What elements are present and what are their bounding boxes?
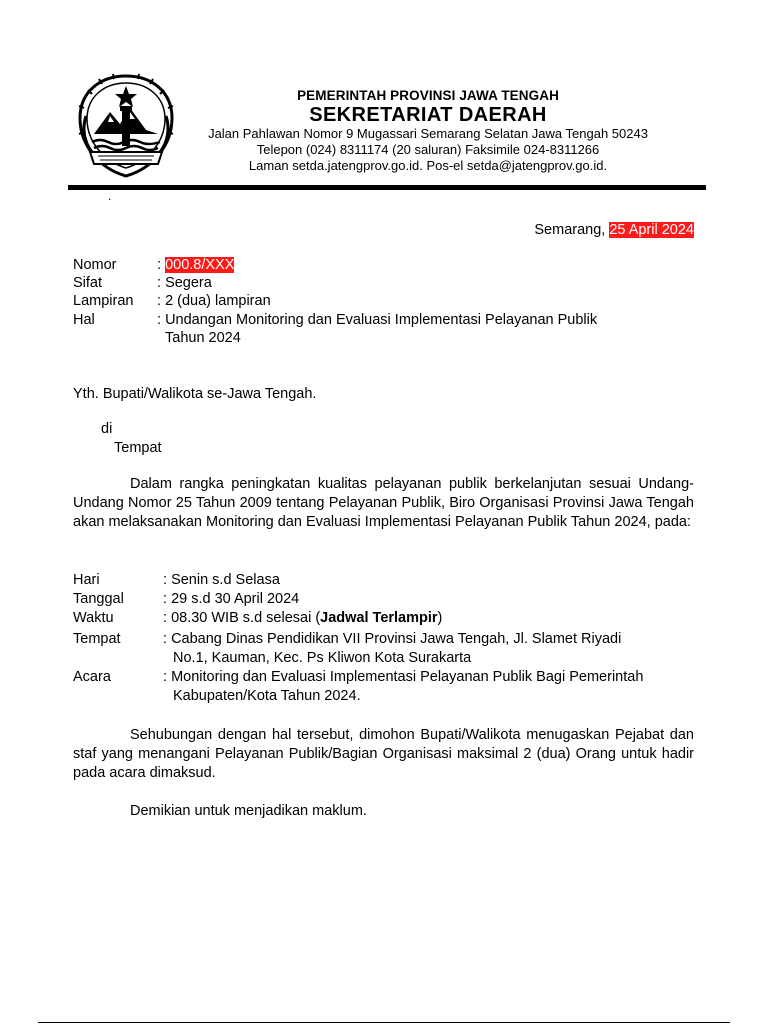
schedule-value-tempat: : Cabang Dinas Pendidikan VII Provinsi Jawa Tengah, Jl. Slamet Riyadi bbox=[163, 631, 622, 647]
meta-sifat-text: Segera bbox=[165, 275, 212, 291]
meta-value-hal: : Undangan Monitoring dan Evaluasi Implementasi Pelayanan Publik bbox=[157, 312, 598, 328]
schedule-waktu-tail: ) bbox=[437, 610, 443, 626]
schedule-hari-text: Senin s.d Selasa bbox=[171, 572, 280, 588]
schedule-value-waktu: : 08.30 WIB s.d selesai (Jadwal Terlampir) bbox=[163, 610, 443, 626]
place: Semarang, bbox=[534, 222, 610, 238]
schedule-value-acara: : Monitoring dan Evaluasi Implementasi Pelayanan Publik Bagi Pemerintah bbox=[163, 669, 644, 685]
letterhead-address: Jalan Pahlawan Nomor 9 Mugassari Semarang Selatan Jawa Tengah 50243 bbox=[208, 126, 648, 141]
schedule-waktu-text: 08.30 WIB s.d selesai ( bbox=[171, 610, 321, 626]
meta-label-sifat: Sifat bbox=[73, 275, 103, 291]
schedule-label-acara: Acara bbox=[73, 669, 111, 685]
letterhead-office: SEKRETARIAT DAERAH bbox=[309, 104, 547, 126]
letterhead-government: PEMERINTAH PROVINSI JAWA TENGAH bbox=[297, 88, 559, 103]
meta-value-sifat: : Segera bbox=[157, 275, 212, 291]
letterhead-divider bbox=[68, 185, 706, 190]
meta-label-nomor: Nomor bbox=[73, 257, 117, 273]
addressee: Yth. Bupati/Walikota se-Jawa Tengah. bbox=[73, 386, 317, 402]
schedule-label-tempat: Tempat bbox=[73, 631, 121, 647]
schedule-tanggal-text: 29 s.d 30 April 2024 bbox=[171, 591, 300, 607]
meta-hal-text: Undangan Monitoring dan Evaluasi Implementasi Pelayanan Publik bbox=[165, 312, 598, 328]
body-paragraph-1: Dalam rangka peningkatan kualitas pelayanan publik berkelanjutan sesuai Undang-Undang Nomor 25 Tahun 2009 tentang Pelayanan Publik, Biro Organisasi Provinsi Jawa Tengah akan melaksanakan Monitoring dan Evaluasi Implementasi Pelayanan Publik Tahun 2024, pada: bbox=[73, 476, 694, 530]
stray-dot: . bbox=[108, 189, 112, 203]
meta-label-hal: Hal bbox=[73, 312, 95, 328]
body-paragraph-3: Demikian untuk menjadikan maklum. bbox=[130, 803, 367, 819]
provincial-logo bbox=[74, 72, 178, 180]
body-paragraph-2: Sehubungan dengan hal tersebut, dimohon Bupati/Walikota menugaskan Pejabat dan staf yang menangani Pelayanan Publik/Bagian Organisasi maksimal 2 (dua) Orang untuk hadir pada acara dimaksud. bbox=[73, 727, 694, 781]
schedule-value-tempat-line2: No.1, Kauman, Kec. Ps Kliwon Kota Surakarta bbox=[173, 650, 472, 666]
schedule-value-tanggal: : 29 s.d 30 April 2024 bbox=[163, 591, 300, 607]
schedule-acara-text: Monitoring dan Evaluasi Implementasi Pelayanan Publik Bagi Pemerintah bbox=[171, 669, 644, 685]
schedule-waktu-bold: Jadwal Terlampir bbox=[320, 610, 438, 626]
addressee-place: Tempat bbox=[114, 440, 162, 456]
letter-date: 25 April 2024 bbox=[609, 222, 694, 238]
letterhead-phone: Telepon (024) 8311174 (20 saluran) Faksimile 024-8311266 bbox=[256, 142, 600, 157]
letter-number: 000.8/XXX bbox=[165, 257, 235, 273]
addressee-di: di bbox=[101, 421, 113, 437]
schedule-label-hari: Hari bbox=[73, 572, 100, 588]
place-date bbox=[534, 221, 694, 240]
schedule-label-tanggal: Tanggal bbox=[73, 591, 124, 607]
page-bottom-line bbox=[38, 1022, 730, 1023]
schedule-label-waktu: Waktu bbox=[73, 610, 114, 626]
schedule-tempat-text: Cabang Dinas Pendidikan VII Provinsi Jawa Tengah, Jl. Slamet Riyadi bbox=[171, 631, 622, 647]
meta-lampiran-text: 2 (dua) lampiran bbox=[165, 293, 271, 309]
meta-value-hal-line2: Tahun 2024 bbox=[165, 330, 241, 346]
meta-value-lampiran: : 2 (dua) lampiran bbox=[157, 293, 271, 309]
meta-label-lampiran: Lampiran bbox=[73, 293, 134, 309]
schedule-value-acara-line2: Kabupaten/Kota Tahun 2024. bbox=[173, 688, 361, 704]
schedule-value-hari: : Senin s.d Selasa bbox=[163, 572, 280, 588]
meta-value-nomor: : 000.8/XXX bbox=[157, 257, 235, 273]
letterhead-web: Laman setda.jatengprov.go.id. Pos-el setda@jatengprov.go.id. bbox=[248, 158, 608, 173]
